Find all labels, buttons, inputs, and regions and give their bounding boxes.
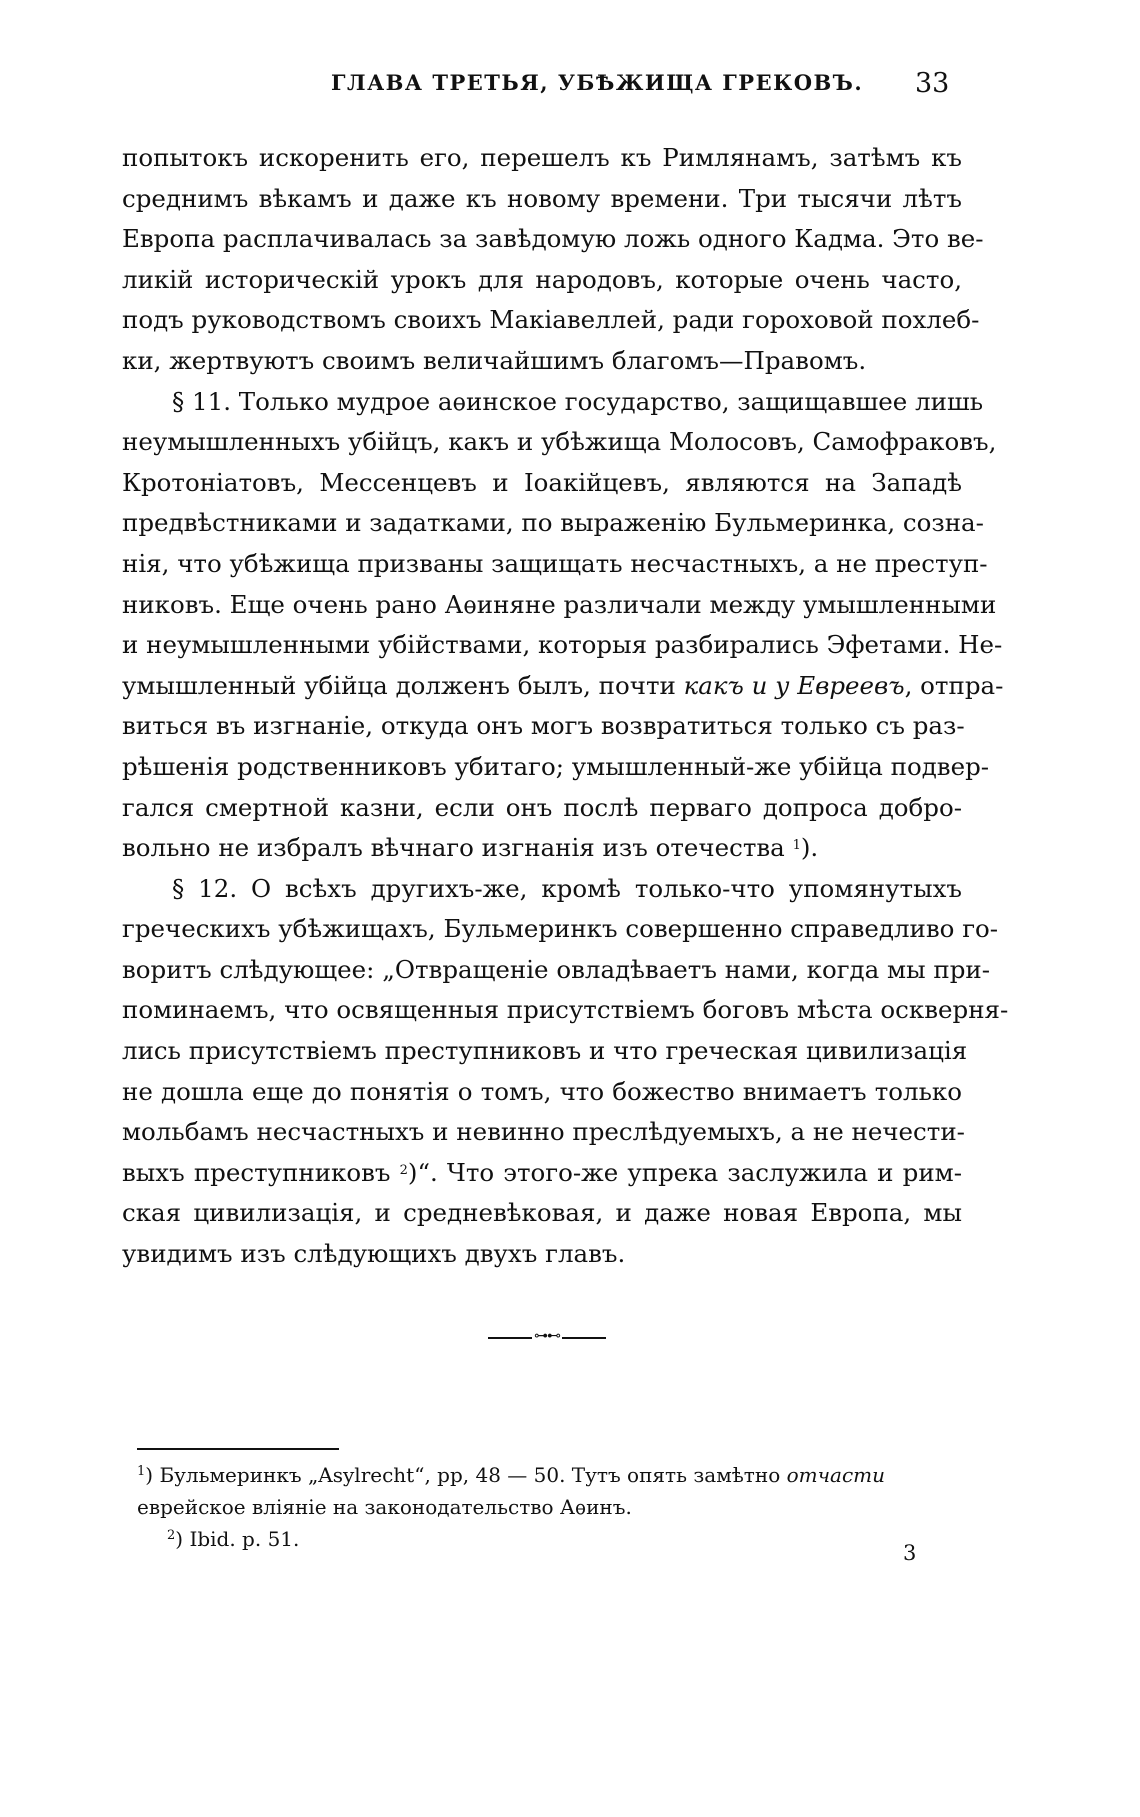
footnote-ref-1[interactable]: 1: [792, 838, 801, 854]
running-head: ГЛАВА ТРЕТЬЯ, УБѢЖИЩА ГРЕКОВЪ.: [331, 70, 864, 95]
text-line: ская цивилизація, и средневѣковая, и даже новая Европа, мы: [122, 1198, 962, 1228]
text-line-with-footnote-ref: [122, 1153, 962, 1194]
text-line: гался смертной казни, если онъ послѣ перваго допроса добро-: [122, 792, 962, 822]
separator-rule-left: [488, 1337, 532, 1339]
footnote-2: [137, 1523, 960, 1555]
footnote-1-continued: еврейское вліяніе на законодательство Аѳинъ.: [137, 1495, 632, 1519]
footnote-1: [137, 1459, 960, 1491]
text-line: и неумышленными убійствами, которыя разбирались Эфетами. Не-: [122, 630, 1003, 660]
separator-rule-right: [562, 1337, 606, 1339]
body-text: [122, 138, 1009, 1275]
text-run: )“. Что этого-же упрека заслужила и рим-: [407, 1157, 962, 1187]
text-run: ) Ibid. p. 51.: [175, 1527, 300, 1551]
text-line: греческихъ убѣжищахъ, Бульмеринкъ совершенно справедливо го-: [122, 914, 999, 944]
section-12-first-line: § 12. О всѣхъ другихъ-же, кромѣ только-что упомянутыхъ: [172, 873, 962, 903]
text-line: виться въ изгнаніе, откуда онъ могъ возвратиться только съ раз-: [122, 711, 965, 741]
signature-mark: 3: [903, 1541, 917, 1565]
text-line: ликій историческій урокъ для народовъ, которые очень часто,: [122, 264, 962, 294]
footnotes: [137, 1459, 960, 1555]
text-run: выхъ преступниковъ: [122, 1157, 400, 1187]
text-line: поминаемъ, что освященныя присутствіемъ боговъ мѣста оскверня-: [122, 995, 1009, 1025]
text-line: Кротоніатовъ, Мессенцевъ и Іоакійцевъ, являются на Западѣ: [122, 467, 962, 497]
text-line: Европа расплачивалась за завѣдомую ложь одного Кадма. Это ве-: [122, 224, 984, 254]
text-run: умышленный убійца долженъ былъ, почти: [122, 670, 684, 700]
text-line: мольбамъ несчастныхъ и невинно преслѣдуемыхъ, а не нечести-: [122, 1117, 965, 1147]
text-line: среднимъ вѣкамъ и даже къ новому времени. Три тысячи лѣтъ: [122, 183, 962, 213]
footnote-marker-1: 1: [137, 1464, 146, 1479]
footnote-ref-2[interactable]: 2: [399, 1162, 408, 1178]
text-run: , отпра-: [904, 670, 1004, 700]
text-line-with-italic: [122, 666, 1004, 707]
text-line: ки, жертвуютъ своимъ величайшимъ благомъ—Правомъ.: [122, 345, 867, 375]
text-line: неумышленныхъ убійцъ, какъ и убѣжища Молосовъ, Самофраковъ,: [122, 427, 997, 457]
separator-ornament: ⊶⊷: [534, 1328, 560, 1344]
text-line: никовъ. Еще очень рано Аѳиняне различали между умышленными: [122, 589, 997, 619]
text-line: подъ руководствомъ своихъ Макіавеллей, ради гороховой похлеб-: [122, 305, 980, 335]
footnote-marker-2: 2: [167, 1528, 176, 1543]
text-line: увидимъ изъ слѣдующихъ двухъ главъ.: [122, 1239, 626, 1269]
page-number: 33: [915, 68, 950, 99]
footnote-rule: [137, 1448, 339, 1450]
text-line: не дошла еще до понятія о томъ, что божество внимаетъ только: [122, 1076, 962, 1106]
text-line: воритъ слѣдующее: „Отвращеніе овладѣваетъ нами, когда мы при-: [122, 954, 990, 984]
section-separator: [488, 1330, 606, 1344]
text-line-with-footnote-ref: [122, 828, 962, 869]
text-run: ).: [800, 833, 819, 863]
text-line: попытокъ искоренить его, перешелъ къ Римлянамъ, затѣмъ къ: [122, 143, 962, 172]
text-run: ) Бульмеринкъ „Asylrecht“, pp, 48 — 50. Тутъ опять замѣтно: [145, 1463, 787, 1487]
text-run: вольно не избралъ вѣчнаго изгнанія изъ отечества: [122, 833, 793, 863]
text-line: нія, что убѣжища призваны защищать несчастныхъ, а не преступ-: [122, 548, 988, 578]
text-line: предвѣстниками и задатками, по выраженію Бульмеринка, созна-: [122, 508, 984, 538]
text-line: лись присутствіемъ преступниковъ и что греческая цивилизація: [122, 1036, 968, 1066]
text-line: рѣшенія родственниковъ убитаго; умышленный-же убійца подвер-: [122, 751, 990, 781]
section-11-first-line: § 11. Только мудрое аѳинское государство, защищавшее лишь: [172, 386, 984, 416]
italic-phrase: какъ и у Евреевъ: [683, 670, 905, 700]
italic-phrase: отчасти: [786, 1463, 886, 1487]
